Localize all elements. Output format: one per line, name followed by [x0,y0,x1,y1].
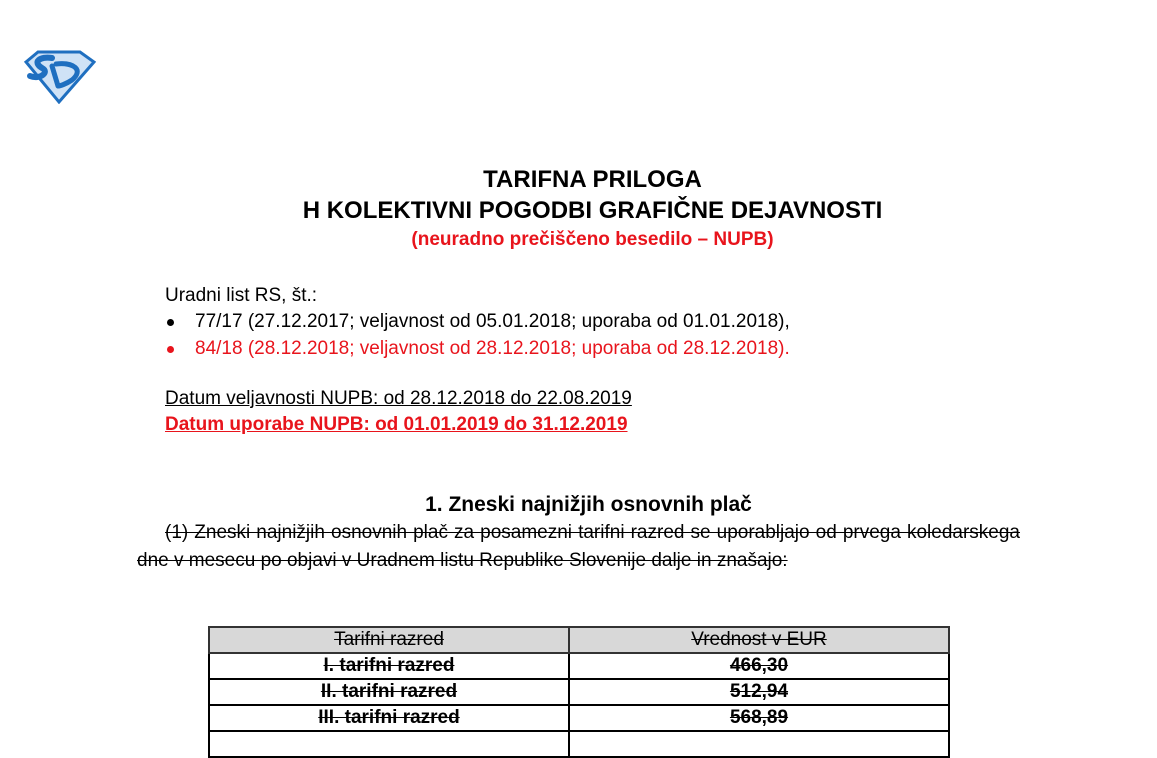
table-row [209,731,949,757]
tariff-class-cell: II. tarifni razred [209,679,569,705]
tariff-class-cell [209,731,569,757]
sd-shield-logo-icon [22,50,96,104]
tariff-class-cell: I. tarifni razred [209,653,569,679]
bullet-icon [167,346,174,353]
section-paragraph-text: (1) Zneski najnižjih osnovnih plač za posamezni tarifni razred se uporabljajo od prvega koledarskega dne v mesecu po objavi v Uradnem listu Republike Slovenije dalje in znašajo: [137,522,1020,571]
document-subtitle: (neuradno prečiščeno besedilo – NUPB) [411,229,774,250]
gazette-item-text: 84/18 (28.12.2018; veljavnost od 28.12.2018; uporaba od 28.12.2018). [195,338,790,359]
section-title: 1. Zneski najnižjih osnovnih plač [425,493,752,516]
document-title-line2: H KOLEKTIVNI POGODBI GRAFIČNE DEJAVNOSTI [302,197,883,224]
tariff-value-cell: 512,94 [569,679,949,705]
document-title-line1: TARIFNA PRILOGA [483,166,702,193]
table-row [209,705,949,731]
table-row [209,653,949,679]
section-paragraph [137,519,1020,575]
table-row [209,679,949,705]
gazette-item [165,338,790,360]
gazette-label: Uradni list RS, št.: [165,285,318,306]
tariff-class-cell: III. tarifni razred [209,705,569,731]
usage-date: Datum uporabe NUPB: od 01.01.2019 do 31.12.2019 [165,414,628,435]
tariff-value-cell: 568,89 [569,705,949,731]
validity-date: Datum veljavnosti NUPB: od 28.12.2018 do 22.08.2019 [165,388,632,409]
table-header-row [209,627,949,653]
tariff-value-cell [569,731,949,757]
gazette-item-text: 77/17 (27.12.2017; veljavnost od 05.01.2018; uporaba od 01.01.2018), [195,311,790,332]
table-header: Vrednost v EUR [569,627,949,653]
tariff-value-cell: 466,30 [569,653,949,679]
bullet-icon [167,319,174,326]
table-header: Tarifni razred [209,627,569,653]
gazette-item [165,311,790,333]
tariff-table [208,626,950,758]
